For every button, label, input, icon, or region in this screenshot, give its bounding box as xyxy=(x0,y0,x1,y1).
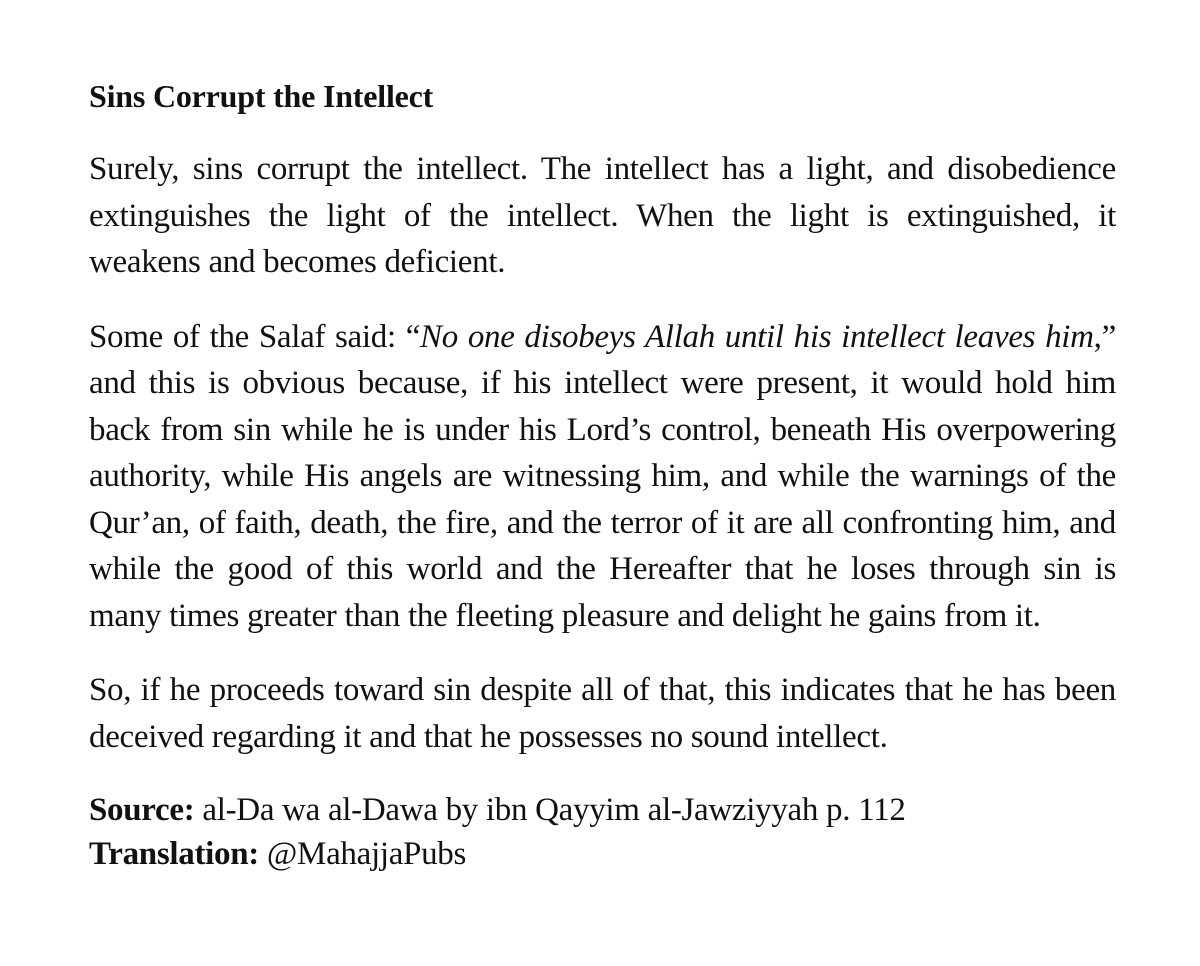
quote-lead-in: Some of the Salaf said: “ xyxy=(89,318,421,355)
quote-explanation: ,” and this is obvious because, if his intellect were present, it would hold him back from sin while he is under his Lord’s control, beneath His overpowering authority, while His angels are witnessing him, and while the warnings of the Qur’an, of faith, death, the fire, and the terror of it are all confronting him, and while the good of this world and the Hereafter that he loses through sin is many times greater than the fleeting pleasure and delight he gains from it. xyxy=(89,318,1116,634)
translation-label: Translation: xyxy=(89,836,259,872)
paragraph-conclusion: So, if he proceeds toward sin despite all of that, this indicates that he has been deceived regarding it and that he possesses no sound intellect. xyxy=(89,672,1116,755)
source-value: al-Da wa al-Dawa by ibn Qayyim al-Jawziyyah p. 112 xyxy=(194,792,906,828)
translation-value: @MahajjaPubs xyxy=(258,836,467,872)
paragraph-intro: Surely, sins corrupt the intellect. The intellect has a light, and disobedience extinguishes the light of the intellect. When the light is extinguished, it weakens and becomes deficient. xyxy=(89,151,1116,280)
citation-block xyxy=(89,788,1116,876)
italic-quote: No one disobeys Allah until his intellect leaves him xyxy=(420,318,1094,355)
translation-line xyxy=(89,832,1116,876)
article-title: Sins Corrupt the Intellect xyxy=(89,78,434,114)
source-line xyxy=(89,788,1116,832)
paragraph-salaf-quote xyxy=(89,314,1116,640)
source-label: Source: xyxy=(89,792,195,828)
